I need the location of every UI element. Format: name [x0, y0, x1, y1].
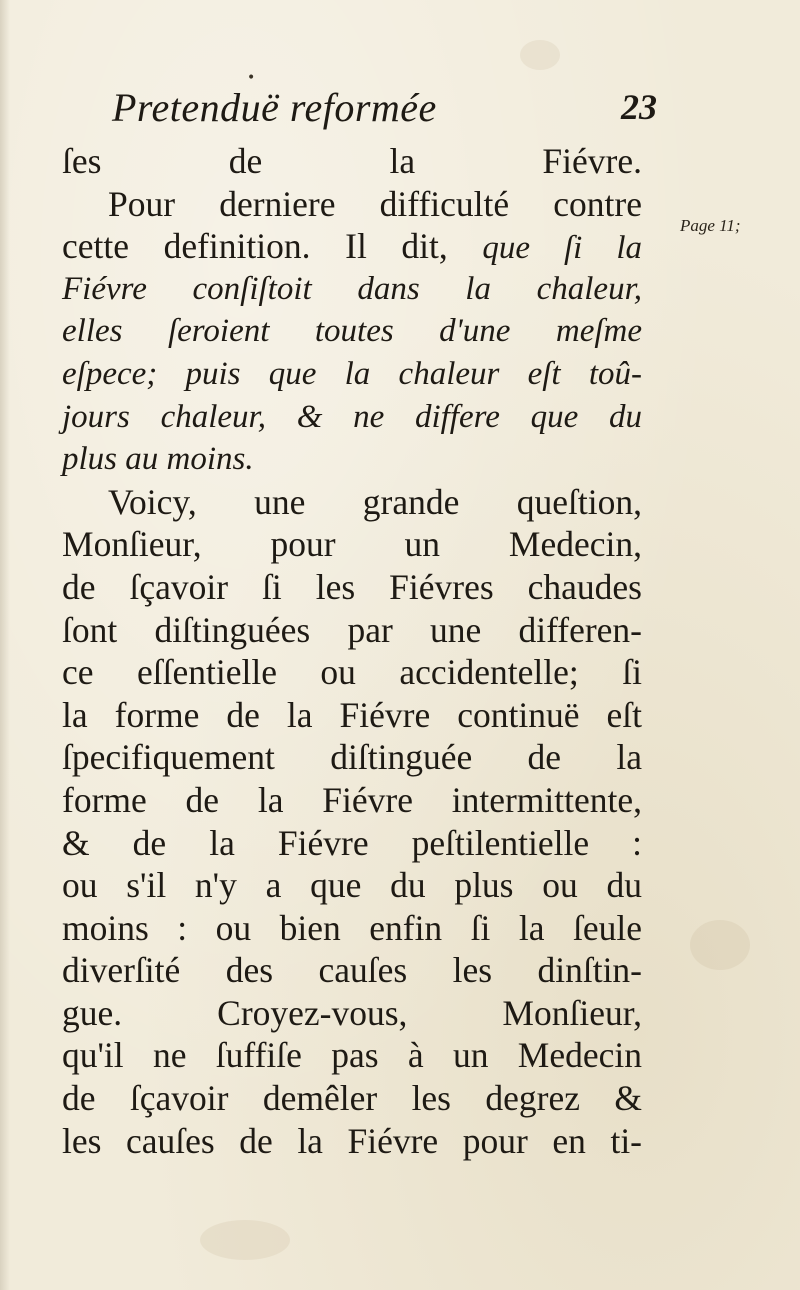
text-line: ou s'il n'y a que du plus ou du [62, 865, 642, 906]
text-line: ſont diſtinguées par une differen- [62, 609, 642, 650]
running-head-title: Pretenduë reformée [112, 85, 437, 130]
text-line: moins : ou bien enfin ſi la ſeule [62, 907, 642, 948]
text-line: de ſçavoir ſi les Fiévres chaudes [62, 566, 642, 607]
text-line: Voicy, une grande queſtion, [108, 481, 642, 522]
text-line [62, 225, 642, 268]
text-line: de ſçavoir demêler les degrez & [62, 1078, 642, 1119]
quoted-text: que ſi la [482, 230, 642, 267]
text-line: ſes de la Fiévre. [62, 141, 642, 181]
quoted-line: Fiévre conſiſtoit dans la chaleur, [62, 270, 642, 307]
quoted-line: eſpece; puis que la chaleur eſt toû- [62, 355, 642, 392]
text-line: Monſieur, pour un Medecin, [62, 524, 642, 565]
text-line: ce eſſentielle ou accidentelle; ſi [62, 652, 642, 693]
quoted-line: plus au moins. [62, 441, 254, 478]
text-line: la forme de la Fiévre continuë eſt [62, 694, 642, 735]
text-line: forme de la Fiévre intermittente, [62, 779, 642, 820]
paper-stain [520, 40, 560, 70]
body-text [62, 140, 642, 1162]
text-line: qu'il ne ſuffiſe pas à un Medecin [62, 1035, 642, 1076]
ornament-mark: • [247, 70, 256, 86]
quoted-line: jours chaleur, & ne differe que du [62, 398, 642, 435]
text-line: Pour derniere difficulté contre [108, 183, 642, 224]
quoted-line: elles ſeroient toutes d'une meſme [62, 313, 642, 350]
margin-note: Page 11; [680, 216, 741, 235]
text-line: gue. Croyez-vous, Monſieur, [62, 992, 642, 1033]
text-line: diverſité des cauſes les dinſtin- [62, 950, 642, 991]
paper-stain [690, 920, 750, 970]
page-edge-shadow [0, 0, 10, 1290]
paper-stain [200, 1220, 290, 1260]
page-number: 23 [621, 87, 657, 127]
text-line: & de la Fiévre peſtilentielle : [62, 822, 642, 863]
text-line: les cauſes de la Fiévre pour en ti- [62, 1120, 642, 1161]
text-fragment: cette definition. Il dit, [62, 226, 483, 267]
text-line: ſpecifiquement diſtinguée de la [62, 737, 642, 778]
